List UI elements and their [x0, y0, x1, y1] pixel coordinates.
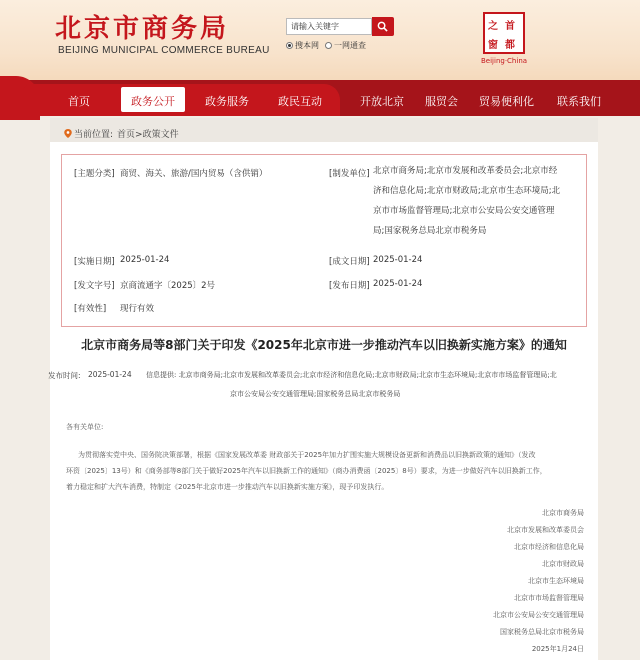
radio-all[interactable]: [325, 40, 366, 51]
search-icon: [377, 21, 388, 32]
source-line-2: 京市公安局公安交通管理局;国家税务总局北京市税务局: [230, 390, 401, 398]
validity-value: 现行有效: [120, 304, 155, 314]
radio-all-label: 一网通查: [334, 41, 366, 50]
salutation: 各有关单位:: [66, 423, 104, 431]
publish-date-value: 2025-01-24: [373, 279, 423, 289]
nav-open-beijing[interactable]: 开放北京: [360, 95, 404, 108]
seal-char: 都: [505, 40, 515, 51]
search-scope: [286, 40, 366, 51]
signature-line: 国家税务总局北京市税务局: [500, 628, 584, 636]
nav-ciftis[interactable]: 服贸会: [425, 95, 458, 108]
signature-line: 北京市发展和改革委员会: [507, 526, 584, 534]
publish-time-label: 发布时间:: [48, 371, 81, 380]
nav-trade-facilitation[interactable]: 贸易便利化: [479, 95, 534, 108]
nav-gov-services[interactable]: 政务服务: [205, 95, 249, 108]
radio-site-label: 搜本网: [295, 41, 319, 50]
signature-line: 北京市经济和信息化局: [514, 543, 584, 551]
document-title: 北京市商务局等8部门关于印发《2025年北京市进一步推动汽车以旧换新实施方案》的通知: [81, 338, 567, 352]
source-line-1: 信息提供: 北京市商务局;北京市发展和改革委员会;北京市经济和信息化局;北京市财政局;北京市生态环境局;北京市市场监督管理局;北: [146, 371, 557, 379]
written-date-label: [成文日期]: [329, 257, 370, 267]
written-date-value: 2025-01-24: [373, 255, 423, 265]
topic-value: 商贸、海关、旅游/国内贸易（含供销）: [120, 169, 268, 179]
document-info-box: [61, 154, 587, 327]
search-input[interactable]: [286, 18, 372, 35]
signature-line: 北京市生态环境局: [528, 577, 584, 585]
breadcrumb: [50, 118, 598, 142]
impl-date-label: [实施日期]: [74, 257, 115, 267]
capital-window-logo[interactable]: [483, 12, 525, 54]
search-button[interactable]: [372, 17, 394, 36]
site-logo-title[interactable]: 北京市商务局: [55, 14, 230, 44]
seal-char: 之: [488, 21, 498, 32]
doc-number-value: 京商流通字〔2025〕2号: [120, 281, 216, 291]
impl-date-value: 2025-01-24: [120, 255, 170, 265]
location-pin-icon: [64, 129, 72, 138]
radio-selected-icon: [286, 42, 293, 49]
signature-line: 北京市商务局: [542, 509, 584, 517]
publish-time-value: 2025-01-24: [88, 370, 132, 379]
publish-date-label: [发布日期]: [329, 281, 370, 291]
issuer-value: 北京市商务局;北京市发展和改革委员会;北京市经济和信息化局;北京市财政局;北京市生态环境局;北京市市场监督管理局;北京市公安局公安交通管理局;国家税务总局北京市税务局: [373, 166, 561, 236]
content-panel: [50, 118, 598, 660]
site-logo-subtitle: BEIJING MUNICIPAL COMMERCE BUREAU: [58, 45, 270, 56]
validity-label: [有效性]: [74, 304, 107, 314]
doc-number-label: [发文字号]: [74, 281, 115, 291]
paragraph-line-2: 环资〔2025〕13号）和《商务部等8部门关于做好2025年汽车以旧换新工作的通知》（商办消费函〔2025〕8号）要求，为进一步做好汽车以旧换新工作，: [66, 467, 547, 475]
breadcrumb-path[interactable]: 首页>政策文件: [117, 129, 179, 140]
nav-gov-affairs[interactable]: 政务公开: [121, 87, 185, 112]
paragraph-line-1: 为贯彻落实党中央、国务院决策部署，根据《国家发展改革委 财政部关于2025年加力扩围实施大规模设备更新和消费品以旧换新政策的通知》（发改: [78, 451, 536, 459]
paragraph-line-3: 着力稳定和扩大汽车消费，特制定《2025年北京市进一步推动汽车以旧换新实施方案》，现予印发执行。: [66, 483, 389, 491]
signature-line: 北京市市场监督管理局: [514, 594, 584, 602]
breadcrumb-label: 当前位置:: [74, 129, 114, 140]
signature-line: 北京市公安局公安交通管理局: [493, 611, 584, 619]
signature-date: 2025年1月24日: [531, 645, 584, 653]
issuer-label: [制发单位]: [329, 169, 370, 179]
nav-contact[interactable]: 联系我们: [557, 95, 601, 108]
signature-line: 北京市财政局: [542, 560, 584, 568]
seal-char: 首: [505, 21, 515, 32]
seal-caption: Beijing·China: [481, 57, 528, 65]
radio-unselected-icon: [325, 42, 332, 49]
nav-home[interactable]: 首页: [68, 95, 90, 108]
nav-interaction[interactable]: 政民互动: [278, 95, 322, 108]
seal-char: 窗: [488, 40, 498, 51]
topic-label: [主题分类]: [74, 169, 115, 179]
radio-site[interactable]: [286, 40, 319, 51]
